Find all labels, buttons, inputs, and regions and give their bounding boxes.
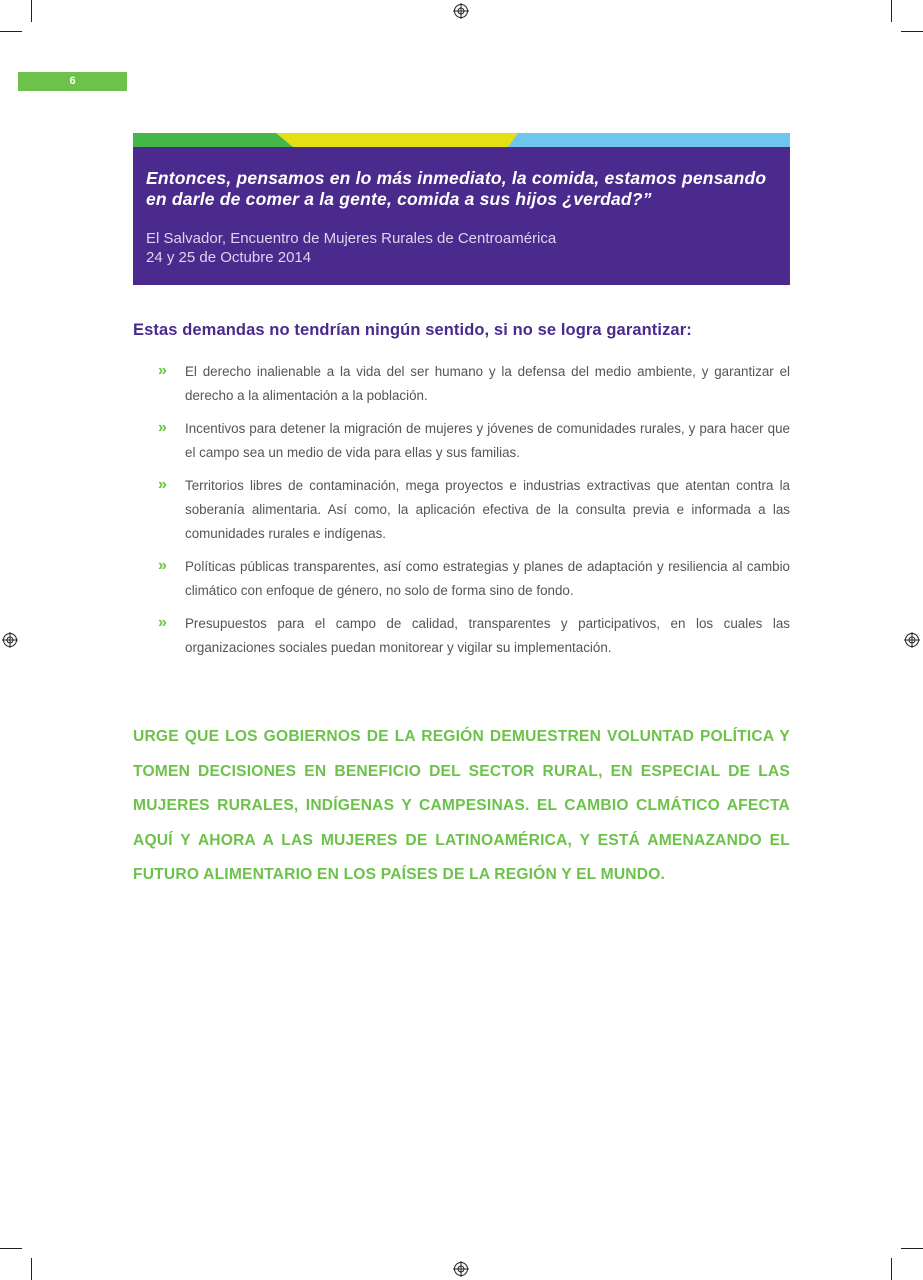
crop-mark xyxy=(31,0,32,22)
registration-mark-icon xyxy=(453,3,469,19)
list-item xyxy=(158,360,790,408)
list-item xyxy=(158,474,790,546)
page-number: 6 xyxy=(18,72,127,91)
crop-mark xyxy=(891,1258,892,1280)
color-bar xyxy=(133,133,790,147)
list-item xyxy=(158,417,790,465)
demands-list xyxy=(158,360,790,669)
crop-mark xyxy=(891,0,892,22)
chevron-bullet-icon: » xyxy=(158,476,167,493)
list-item xyxy=(158,555,790,603)
list-item-text: Incentivos para detener la migración de mujeres y jóvenes de comunidades rurales, y para hacer que el campo sea un medio de vida para ellas y sus familias. xyxy=(185,421,790,460)
list-item-text: El derecho inalienable a la vida del ser humano y la defensa del medio ambiente, y garantizar el derecho a la alimentación a la población. xyxy=(185,364,790,403)
quote-box xyxy=(133,133,790,285)
chevron-bullet-icon: » xyxy=(158,362,167,379)
registration-mark-icon xyxy=(2,632,18,648)
quote-source xyxy=(146,229,786,267)
registration-mark-icon xyxy=(904,632,920,648)
registration-mark-icon xyxy=(453,1261,469,1277)
chevron-bullet-icon: » xyxy=(158,557,167,574)
chevron-bullet-icon: » xyxy=(158,614,167,631)
crop-mark xyxy=(901,31,923,32)
crop-mark xyxy=(901,1248,923,1249)
crop-mark xyxy=(0,31,22,32)
section-heading: Estas demandas no tendrían ningún sentido, si no se logra garantizar: xyxy=(133,321,692,339)
list-item-text: Territorios libres de contaminación, mega proyectos e industrias extractivas que atentan contra la soberanía alimentaria. Así como, la aplicación efectiva de la consulta previa e informada a las comunidades rurales e indígenas. xyxy=(185,478,790,541)
list-item-text: Presupuestos para el campo de calidad, transparentes y participativos, en los cuales las organizaciones sociales puedan monitorear y vigilar su implementación. xyxy=(185,616,790,655)
list-item-text: Políticas públicas transparentes, así como estrategias y planes de adaptación y resiliencia al cambio climático con enfoque de género, no solo de forma sino de fondo. xyxy=(185,559,790,598)
list-item xyxy=(158,612,790,660)
quote-source-line: El Salvador, Encuentro de Mujeres Rurales de Centroamérica xyxy=(146,230,557,247)
quote-text: Entonces, pensamos en lo más inmediato, la comida, estamos pensando en darle de comer a la gente, comida a sus hijos ¿verdad?” xyxy=(146,168,767,209)
crop-mark xyxy=(31,1258,32,1280)
crop-mark xyxy=(0,1248,22,1249)
quote-source-line: 24 y 25 de Octubre 2014 xyxy=(146,249,312,266)
chevron-bullet-icon: » xyxy=(158,419,167,436)
closing-statement: URGE QUE LOS GOBIERNOS DE LA REGIÓN DEMUESTREN VOLUNTAD POLÍTICA Y TOMEN DECISIONES EN BENEFICIO DEL SECTOR RURAL, EN ESPECIAL DE LAS MUJERES RURALES, INDÍGENAS Y CAMPESINAS. EL CAMBIO CLMÁTICO AFECTA AQUÍ Y AHORA A LAS MUJERES DE LATINOAMÉRICA, Y ESTÁ AMENAZANDO EL FUTURO ALIMENTARIO EN LOS PAÍSES DE LA REGIÓN Y EL MUNDO. xyxy=(133,728,790,883)
